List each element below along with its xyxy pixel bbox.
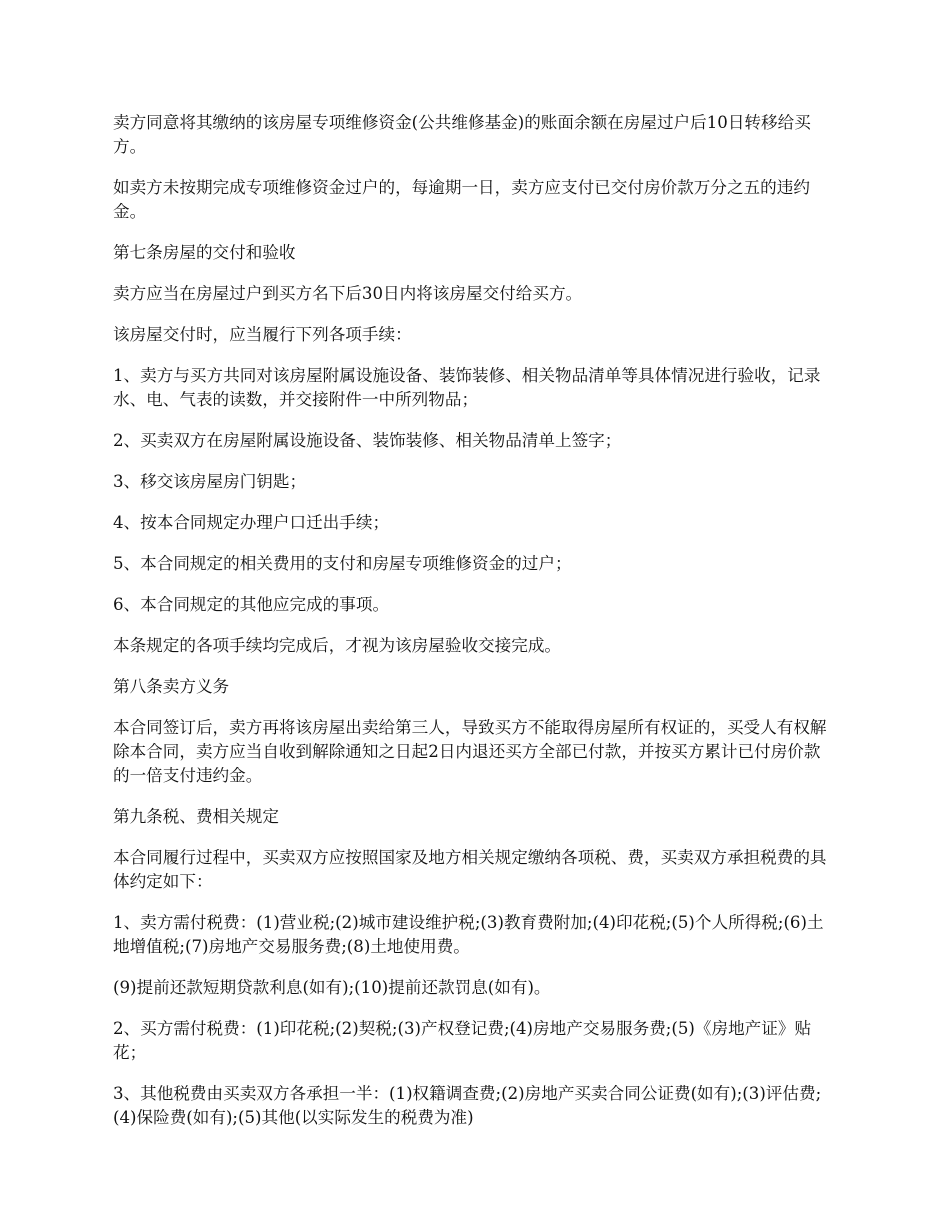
list-item-procedure-5: 5、本合同规定的相关费用的支付和房屋专项维修资金的过户； <box>113 554 572 573</box>
list-item-seller-taxes: 1、卖方需付税费：(1)营业税;(2)城市建设维护税;(3)教育费附加;(4)印花税;(5)个人所得税;(6)土地增值税;(7)房地产交易服务费;(8)土地使用费。 <box>113 913 824 956</box>
heading-article-8: 第八条卖方义务 <box>113 677 230 696</box>
list-item-seller-taxes-continued: (9)提前还款短期贷款利息(如有);(10)提前还款罚息(如有)。 <box>113 978 551 997</box>
paragraph-maintenance-fund-penalty: 如卖方未按期完成专项维修资金过户的，每逾期一日，卖方应支付已交付房价款万分之五的违约金。 <box>113 178 810 221</box>
list-item-procedure-4: 4、按本合同规定办理户口迁出手续； <box>113 513 390 532</box>
heading-article-9: 第九条税、费相关规定 <box>113 807 279 826</box>
document-page <box>113 111 837 1147</box>
heading-article-7: 第七条房屋的交付和验收 <box>113 243 296 262</box>
list-item-procedure-2: 2、买卖双方在房屋附属设施设备、装饰装修、相关物品清单上签字； <box>113 431 622 450</box>
paragraph-handover-complete: 本条规定的各项手续均完成后，才视为该房屋验收交接完成。 <box>113 636 562 655</box>
paragraph-tax-overview: 本合同履行过程中，买卖双方应按照国家及地方相关规定缴纳各项税、费，买卖双方承担税费的具体约定如下： <box>113 848 827 891</box>
list-item-shared-taxes: 3、其他税费由买卖双方各承担一半：(1)权籍调查费;(2)房地产买卖合同公证费(如有);(3)评估费;(4)保险费(如有);(5)其他(以实际发生的税费为准) <box>113 1084 822 1127</box>
list-item-procedure-1: 1、卖方与买方共同对该房屋附属设施设备、装饰装修、相关物品清单等具体情况进行验收，记录水、电、气表的读数，并交接附件一中所列物品； <box>113 366 821 409</box>
list-item-procedure-6: 6、本合同规定的其他应完成的事项。 <box>113 595 390 614</box>
paragraph-delivery-procedures: 该房屋交付时，应当履行下列各项手续： <box>113 325 412 344</box>
paragraph-seller-obligations: 本合同签订后，卖方再将该房屋出卖给第三人，导致买方不能取得房屋所有权证的，买受人有权解除本合同，卖方应当自收到解除通知之日起2日内退还买方全部已付款，并按买方累计已付房价款的一倍支付违约金。 <box>113 718 827 785</box>
paragraph-delivery-deadline: 卖方应当在房屋过户到买方名下后30日内将该房屋交付给买方。 <box>113 284 583 303</box>
list-item-buyer-taxes: 2、买方需付税费：(1)印花税;(2)契税;(3)产权登记费;(4)房地产交易服务费;(5)《房地产证》贴花； <box>113 1019 812 1062</box>
paragraph-maintenance-fund-transfer: 卖方同意将其缴纳的该房屋专项维修资金(公共维修基金)的账面余额在房屋过户后10日转移给买方。 <box>113 113 811 156</box>
list-item-procedure-3: 3、移交该房屋房门钥匙； <box>113 472 307 491</box>
